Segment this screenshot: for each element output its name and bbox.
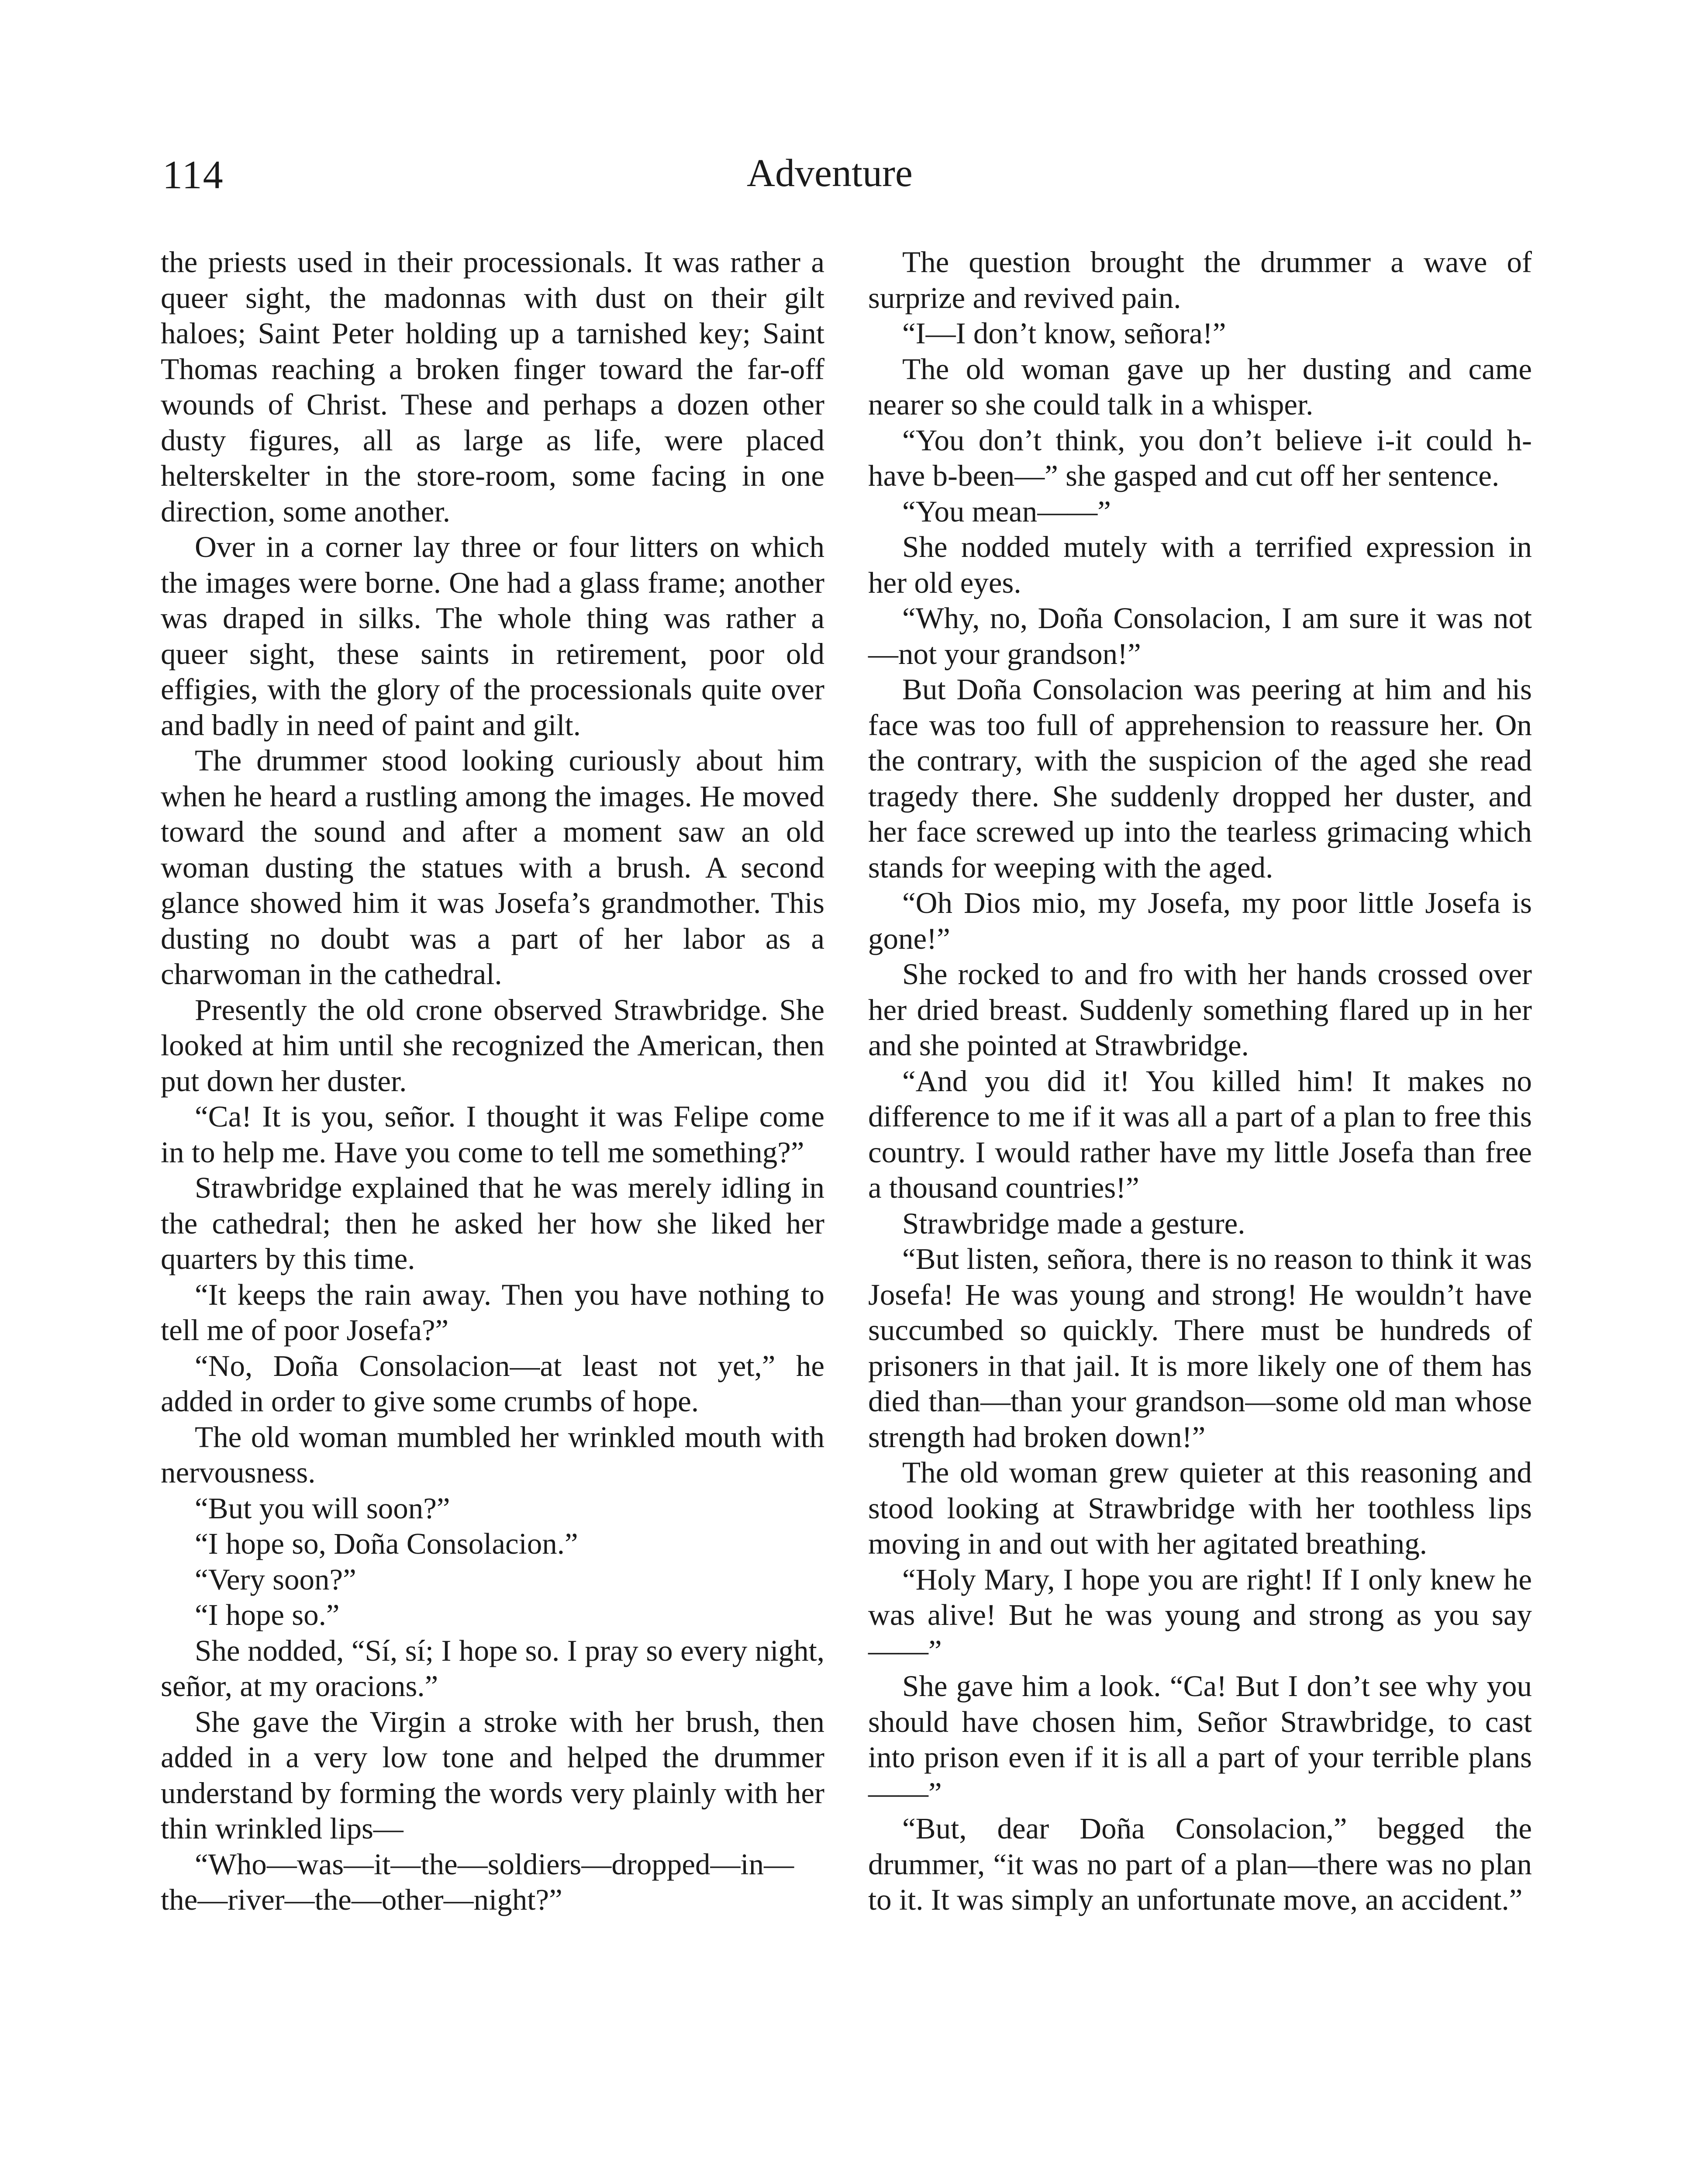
paragraph: “And you did it! You killed him! It makes no difference to me if it was all a part of a plan to free this country. I would rather have my little Josefa than free a thousand countries!”	[868, 1064, 1532, 1204]
paragraph: “Ca! It is you, señor. I thought it was Felipe come in to help me. Have you come to tell me something?”	[161, 1100, 824, 1169]
paragraph: “Holy Mary, I hope you are right! If I only knew he was alive! But he was young and strong as you say——”	[868, 1562, 1532, 1667]
paragraph: She gave the Virgin a stroke with her brush, then added in a very low tone and helped the drummer understand by forming the words very plainly with her thin wrinkled lips—	[161, 1705, 824, 1845]
left-column	[161, 245, 824, 1918]
right-column	[868, 245, 1532, 1918]
paragraph: The drummer stood looking curiously about him when he heard a rustling among the images. He moved toward the sound and after a moment saw an old woman dusting the statues with a brush. A second glance showed him it was Josefa’s grandmother. This dusting no doubt was a part of her labor as a charwoman in the cathedral.	[161, 744, 824, 991]
paragraph: the priests used in their processionals. It was rather a queer sight, the madonnas with dust on their gilt haloes; Saint Peter holding up a tarnished key; Saint Thomas reaching a broken finger toward the far-off wounds of Christ. These and perhaps a dozen other dusty figures, all as large as life, were placed helterskelter in the store-room, some facing in one direction, some another.	[161, 245, 824, 528]
paragraph: “I hope so, Doña Consolacion.”	[195, 1527, 578, 1560]
paragraph: “But, dear Doña Consolacion,” begged the drummer, “it was no part of a plan—there was no plan to it. It was simply an unfortunate move, an accident.”	[868, 1812, 1532, 1916]
paragraph: “It keeps the rain away. Then you have nothing to tell me of poor Josefa?”	[161, 1278, 824, 1347]
paragraph: She gave him a look. “Ca! But I don’t see why you should have chosen him, Señor Strawbridge, to cast into prison even if it is all a part of your terrible plans——”	[868, 1669, 1532, 1810]
paragraph: “Why, no, Doña Consolacion, I am sure it was not—not your grandson!”	[868, 601, 1532, 670]
paragraph: “I hope so.”	[195, 1598, 340, 1631]
paragraph: “But listen, señora, there is no reason to think it was Josefa! He was young and strong! He wouldn’t have succumbed so quickly. There must be hundreds of prisoners in that jail. It is more likely one of them has died than—than your grandson—some old man whose strength had broken down!”	[868, 1242, 1532, 1454]
paragraph: Strawbridge explained that he was merely idling in the cathedral; then he asked her how she liked her quarters by this time.	[161, 1171, 824, 1275]
paragraph: She nodded mutely with a terrified expression in her old eyes.	[868, 530, 1532, 599]
paragraph: The question brought the drummer a wave of surprize and revived pain.	[868, 245, 1532, 314]
paragraph: But Doña Consolacion was peering at him and his face was too full of apprehension to reassure her. On the contrary, with the suspicion of the aged she read tragedy there. She suddenly dropped her duster, and her face screwed up into the tearless grimacing which stands for weeping with the aged.	[868, 673, 1532, 884]
paragraph: She nodded, “Sí, sí; I hope so. I pray so every night, señor, at my oracions.”	[161, 1634, 824, 1703]
paragraph: “You mean——”	[902, 494, 1111, 528]
paragraph: Strawbridge made a gesture.	[902, 1206, 1245, 1240]
paragraph: The old woman mumbled her wrinkled mouth with nervousness.	[161, 1420, 824, 1489]
paragraph: “You don’t think, you don’t believe i-it could h-have b-been—” she gasped and cut off her sentence.	[868, 423, 1532, 492]
paragraph: Presently the old crone observed Strawbridge. She looked at him until she recognized the American, then put down her duster.	[161, 993, 824, 1098]
paragraph: “No, Doña Consolacion—at least not yet,” he added in order to give some crumbs of hope.	[161, 1349, 824, 1418]
paragraph: “But you will soon?”	[195, 1491, 450, 1525]
paragraph: “Very soon?”	[195, 1562, 356, 1596]
paragraph: “Who—was—it—the—soldiers—dropped—in—the—river—the—other—night?”	[161, 1847, 794, 1916]
paragraph: The old woman grew quieter at this reasoning and stood looking at Strawbridge with her toothless lips moving in and out with her agitated breathing.	[868, 1456, 1532, 1560]
paragraph: “Oh Dios mio, my Josefa, my poor little Josefa is gone!”	[868, 886, 1532, 955]
running-title: Adventure	[747, 152, 913, 195]
paragraph: “I—I don’t know, señora!”	[902, 317, 1226, 350]
paragraph: She rocked to and fro with her hands crossed over her dried breast. Suddenly something flared up in her and she pointed at Strawbridge.	[868, 957, 1532, 1062]
paragraph: The old woman gave up her dusting and came nearer so she could talk in a whisper.	[868, 352, 1532, 421]
page-number: 114	[162, 152, 224, 197]
paragraph: Over in a corner lay three or four litters on which the images were borne. One had a glass frame; another was draped in silks. The whole thing was rather a queer sight, these saints in retirement, poor old effigies, with the glory of the processionals quite over and badly in need of paint and gilt.	[161, 530, 824, 742]
